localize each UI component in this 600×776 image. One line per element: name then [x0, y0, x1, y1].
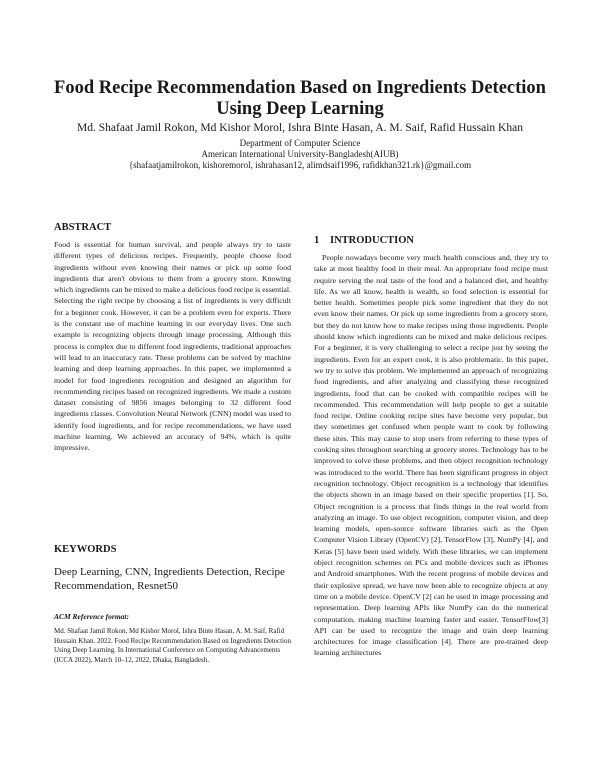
- keywords-body: Deep Learning, CNN, Ingredients Detection, Recipe Recommendation, Resnet50: [54, 566, 285, 592]
- acm-reference-heading: ACM Reference format:: [54, 612, 129, 621]
- author-list: Md. Shafaat Jamil Rokon, Md Kishor Morol, Ishra Binte Hasan, A. M. Saif, Rafid Hussain Khan: [77, 122, 523, 134]
- section-number: 1: [314, 235, 320, 246]
- department: Department of Computer Science: [239, 138, 361, 148]
- author-emails: {shafaatjamilrokon, kishoremorol, ishrahasan12, alimdsaif1996, rafidkhan321.rk}@gmail.com: [128, 160, 472, 170]
- paper-title: Food Recipe Recommendation Based on Ingredients Detection Using Deep Learning: [54, 78, 546, 119]
- introduction-body: People nowadays become very much health conscious and, they try to take at most healthy food in their meal. An appropriate food recipe must require serving the real taste of the food and a balanced diet, and healthy life. As we all know, health is wealth, so food selection is essential for better health. Sometimes people pick some ingredient that they do not even know their names. Or pick up some ingredients from a grocery store, but they do not know how to make recipes using those ingredients. People should know which ingredients can be mixed and make delicious recipes. For a beginner, it is very challenging to select a recipe just by seeing the ingredients. Even for an expert cook, it is also problematic. In this paper, we try to solve this problem. We implemented an approach of recognizing food ingredients, and after analyzing and classifying these recognized ingredients, food that can be cooked with compatible recipes will be recommended. This recommendation will help people to get a suitable food recipe. Online cooking recipe sites have become very popular, but they sometimes get confused when people want to cook by following these sites. This may cause to stop users from referring to these types of cooking sites throughout searching at grocery stores. Technology has to be improved to solve these problems, and then object recognition technology was introduced to the world. There has been significant progress in object recognition technology. Object recognition is a technology that identifies the objects shown in an image based on their specific properties [1]. So, Object recognition is a process that finds things in the real world from analyzing an image. To use object recognition, computer vision, and deep learning models, open-source software libraries such as the Open Computer Vision Library (OpenCV) [2], TensorFlow [3], NumPy [4], and Keras [5] have been used widely. With these libraries, we can implement object recognition schemes on PCs and mobile devices such as iPhones and Android smartphones. With the recent progress of mobile devices and their explosive spread, we have now been able to recognize objects at any time on a mobile device. OpenCV [2] can be used in image processing and representation. Deep learning APIs like NumPy can do the numerical computation, making machine learning faster and easier. TensorFlow[3] API can be used to recognize the image and train deep learning architectures for image classification [4]. There are pre-trained deep learning architectures: [314, 253, 548, 658]
- university: American International University-Bangladesh(AIUB): [201, 149, 399, 159]
- section-title: INTRODUCTION: [330, 235, 415, 246]
- introduction-heading: [314, 235, 414, 247]
- acm-reference-body: Md. Shafaat Jamil Rokon, Md Kishor Morol, Ishra Binte Hasan, A. M. Saif, Rafid Hussain Khan. 2022. Food Recipe Recommendation Based on Ingredients Detection Using Deep Learning. In International Conference on Computing Advancements (ICCA 2022), March 10–12, 2022, Dhaka, Bangladesh.: [54, 627, 291, 664]
- abstract-heading: ABSTRACT: [54, 222, 112, 233]
- keywords-heading: KEYWORDS: [54, 544, 117, 555]
- abstract-body: Food is essential for human survival, and people always try to taste different types of delicious recipes. Frequently, people choose food ingredients without even knowing their names or pick up some food ingredients that aren't obvious to them from a grocery store. Knowing which ingredients can be mixed to make a delicious food recipe is essential. Selecting the right recipe by choosing a list of ingredients is very difficult for a beginner cook. However, it can be a problem even for experts. There is the constant use of machine learning in our everyday lives. One such example is recognizing objects through image processing. Although this process is complex due to different food ingredients, traditional approaches will lead to an inaccuracy rate. These problems can be solved by machine learning and deep learning approaches. In this paper, we implemented a model for food ingredients recognition and designed an algorithm for recommending recipes based on recognized ingredients. We made a custom dataset consisting of 9856 images belonging to 32 different food ingredients classes. Convolution Neural Network (CNN) model was used to identify food ingredients, and for recipe recommendations, we have used machine learning. We achieved an accuracy of 94%, which is quite impressive.: [54, 240, 291, 453]
